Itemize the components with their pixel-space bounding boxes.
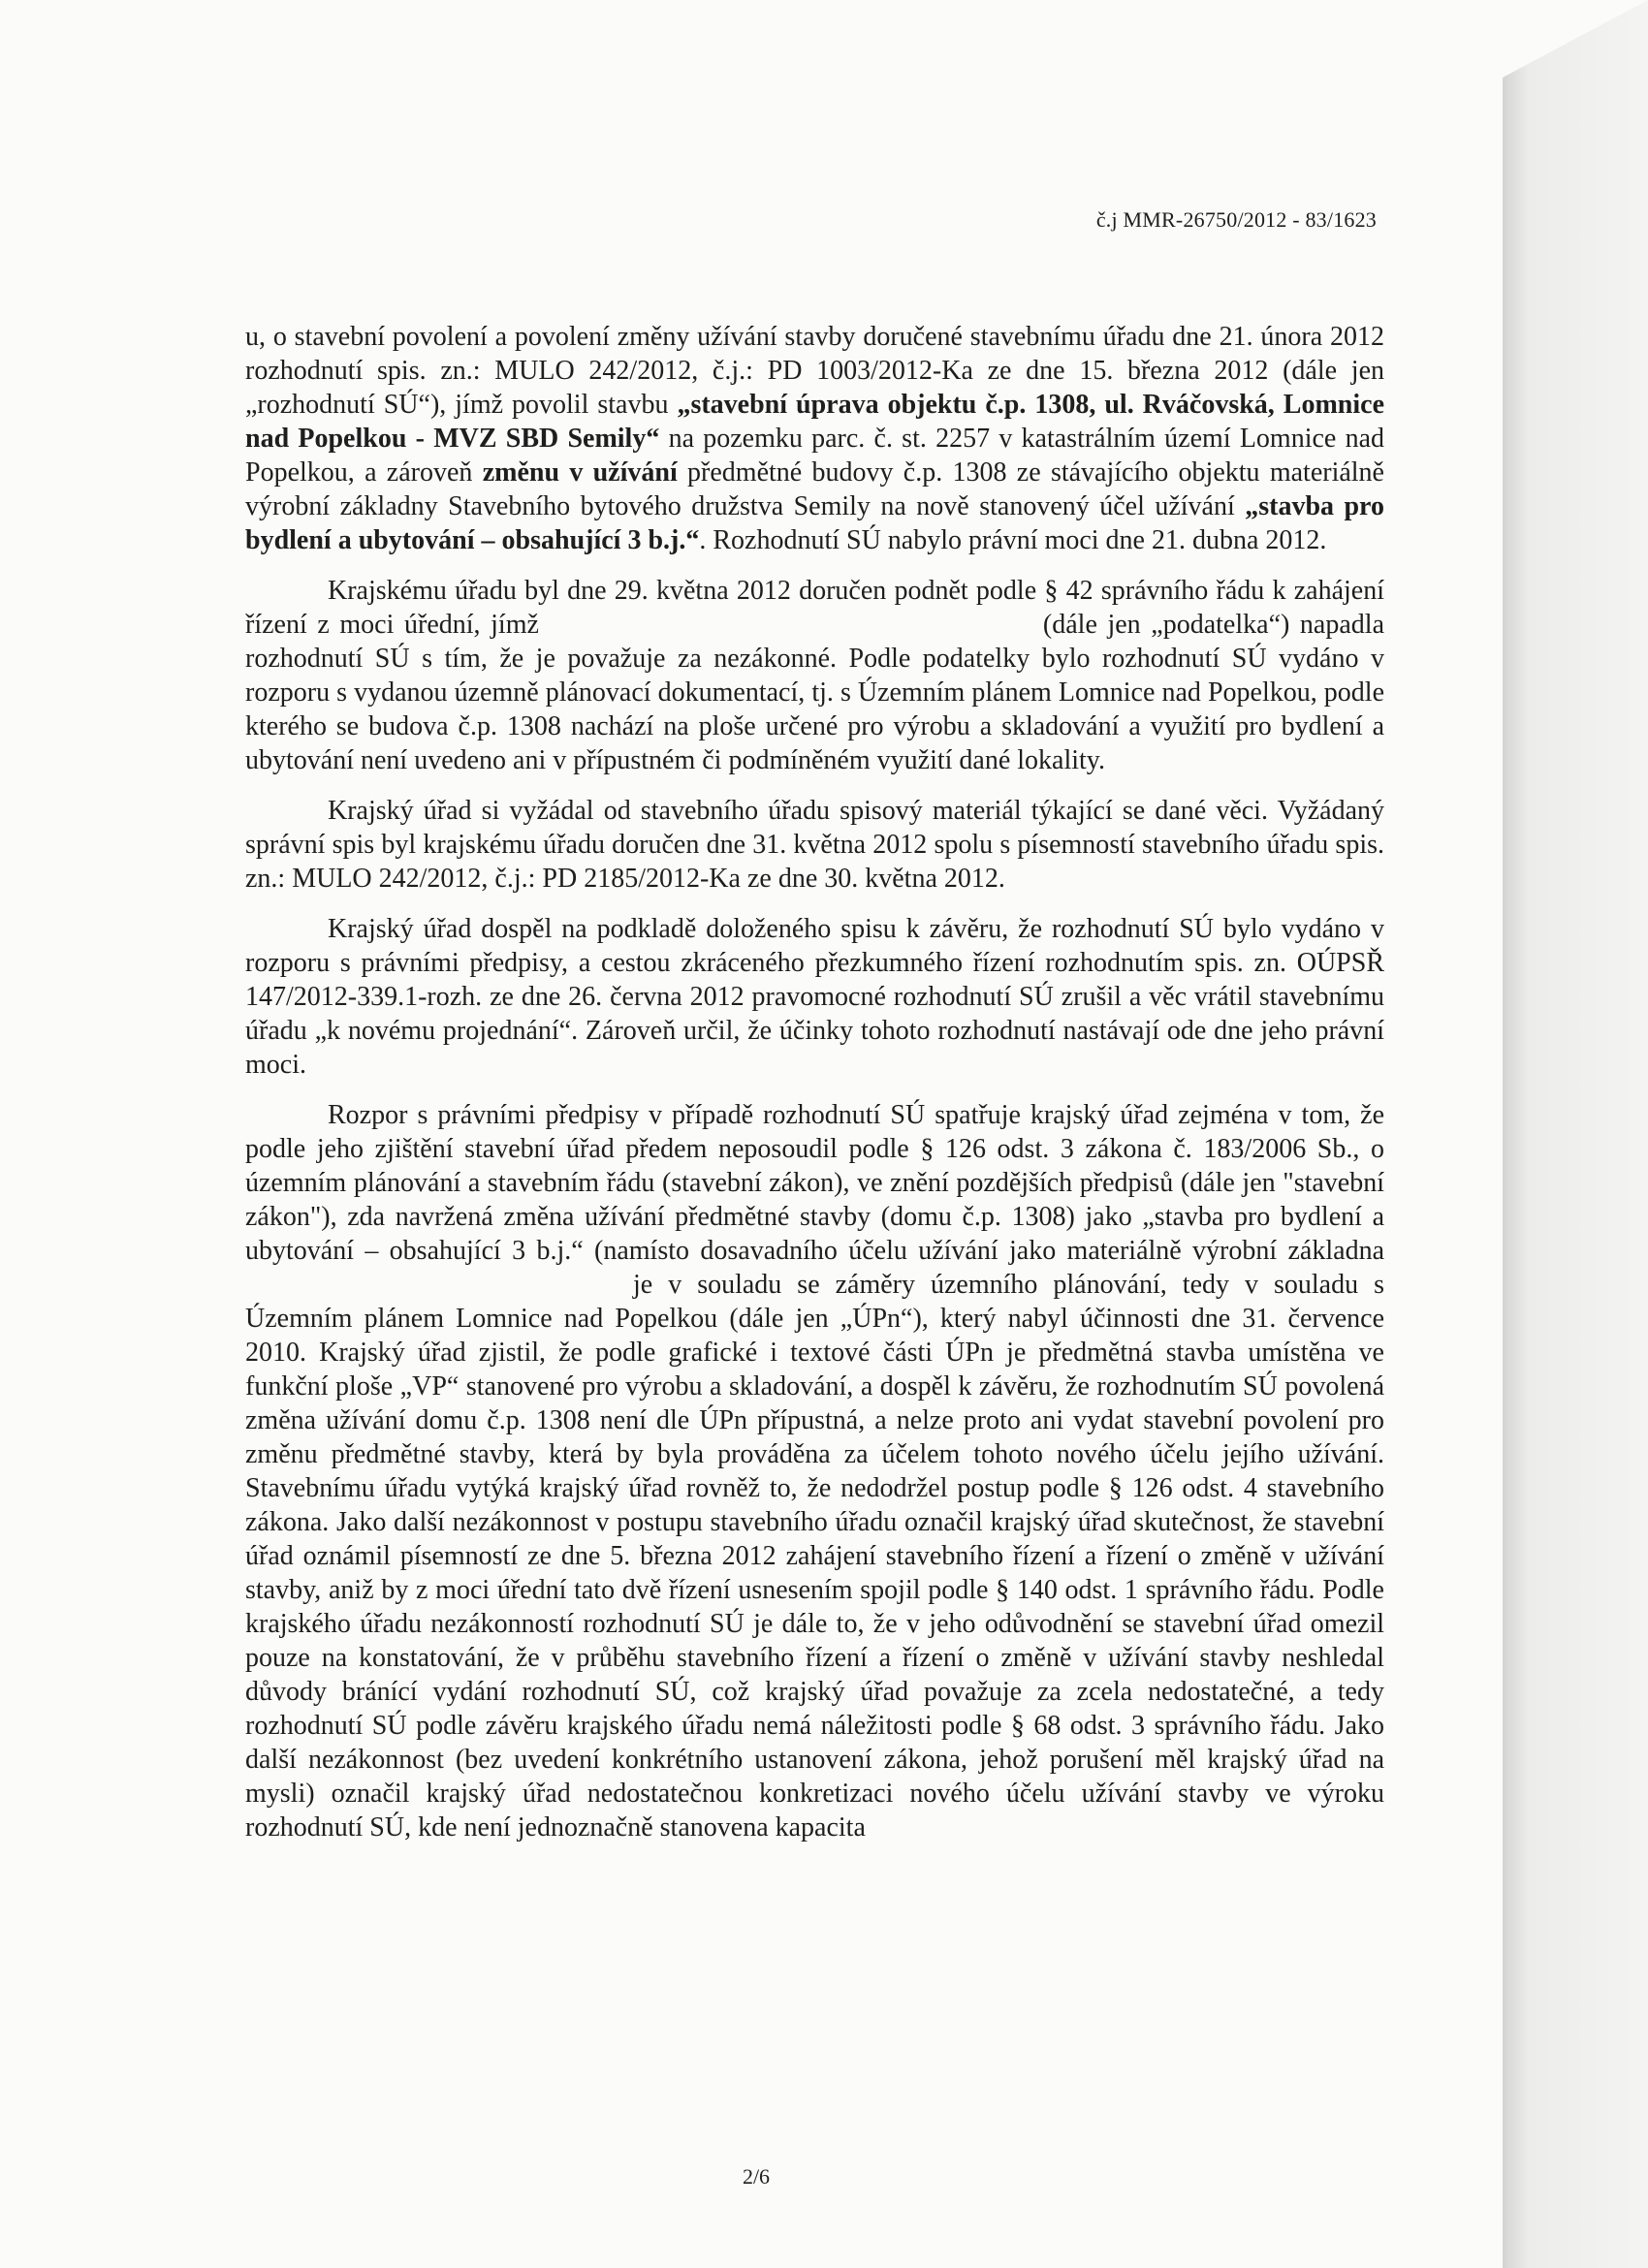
document-body [245, 320, 1384, 1861]
paragraph-4: Krajský úřad dospěl na podkladě doloženého spisu k závěru, že rozhodnutí SÚ bylo vydáno v rozporu s právními předpisy, a cestou zkráceného přezkumného řízení rozhodnutím spis. zn. OÚPSŘ 147/2012-339.1-rozh. ze dne 26. června 2012 pravomocné rozhodnutí SÚ zrušil a věc vrátil stavebnímu úřadu „k novému projednání“. Zároveň určil, že účinky tohoto rozhodnutí nastávají ode dne jeho právní moci. [245, 914, 1384, 1080]
p2-text-1: Krajskému úřadu byl dne 29. května 2012 doručen podnět podle § 42 správního řádu k zahájení řízení z moci úřední, jímž [245, 576, 1384, 640]
paragraph-1 [245, 320, 1384, 557]
page-number: 2/6 [742, 2164, 771, 2189]
paragraph-2 [245, 574, 1384, 777]
p1-text-1: u, o stavební povolení a povolení změny užívání stavby doručené stavebnímu úřadu dne 21. února 2012 rozhodnutí spis. zn.: MULO 242/2012, č.j.: PD 1003/2012-Ka ze dne 15. března 2012 (dále jen „rozhodnutí SÚ“), jímž povolil stavbu [245, 322, 1384, 420]
p1-bold-new-purpose: „stavba pro bydlení a ubytování – obsahující 3 b.j.“ [245, 491, 1384, 555]
folded-page-edge [1503, 0, 1648, 2268]
p1-text-4: . Rozhodnutí SÚ nabylo právní moci dne 21. dubna 2012. [699, 525, 1327, 555]
paragraph-3: Krajský úřad si vyžádal od stavebního úřadu spisový materiál týkající se dané věci. Vyžádaný správní spis byl krajskému úřadu doručen dne 31. května 2012 spolu s písemností stavebního úřadu spis. zn.: MULO 242/2012, č.j.: PD 2185/2012-Ka ze dne 30. května 2012. [245, 796, 1384, 894]
p1-text-2: na pozemku parc. č. st. 2257 v katastrálním území Lomnice nad Popelkou, a zároveň [245, 424, 1385, 488]
p5-text-2: je v souladu se záměry územního plánování, tedy v souladu s Územním plánem Lomnice nad Popelkou (dále jen „ÚPn“), který nabyl účinnosti dne 31. července 2010. Krajský úřad zjistil, že podle grafické i textové části ÚPn je předmětná stavba umístěna ve funkční ploše „VP“ stanovené pro výrobu a skladování, a dospěl k závěru, že rozhodnutím SÚ povolená změna užívání domu č.p. 1308 není dle ÚPn přípustná, a nelze proto ani vydat stavební povolení pro změnu předmětné stavby, která by byla prováděna za účelem tohoto nového účelu jejího užívání. Stavebnímu úřadu vytýká krajský úřad rovněž to, že nedodržel postup podle § 126 odst. 4 stavebního zákona. Jako další nezákonnost v postupu stavebního úřadu označil krajský úřad skutečnost, že stavební úřad oznámil písemností ze dne 5. března 2012 zahájení stavebního řízení a řízení o změně v užívání stavby, aniž by z moci úřední tato dvě řízení usnesením spojil podle § 140 odst. 1 správního řádu. Podle krajského úřadu nezákonností rozhodnutí SÚ je dále to, že v jeho odůvodnění se stavební úřad omezil pouze na konstatování, že v průběhu stavebního řízení a řízení o změně v užívání stavby neshledal důvody bránící vydání rozhodnutí SÚ, což krajský úřad považuje za zcela nedostatečné, a tedy rozhodnutí SÚ podle závěru krajského úřadu nemá náležitosti podle § 68 odst. 3 správního řádu. Jako další nezákonnost (bez uvedení konkrétního ustanovení zákona, jehož porušení měl krajský úřad na mysli) označil krajský úřad nedostatečnou konkretizaci nového účelu užívání stavby ve výroku rozhodnutí SÚ, kde není jednoznačně stanovena kapacita [245, 1270, 1384, 1843]
p5-text-1: Rozpor s právními předpisy v případě rozhodnutí SÚ spatřuje krajský úřad zejména v tom, že podle jeho zjištění stavební úřad předem neposoudil podle § 126 odst. 3 zákona č. 183/2006 Sb., o územním plánování a stavebním řádu (stavební zákon), ve znění pozdějších předpisů (dále jen "stavební zákon"), zda navržená změna užívání předmětné stavby (domu č.p. 1308) jako „stavba pro bydlení a ubytování – obsahující 3 b.j.“ (namísto dosavadního účelu užívání jako materiálně výrobní základna [245, 1100, 1384, 1266]
paragraph-5 [245, 1098, 1384, 1844]
p2-text-2: (dále jen „podatelka“) napadla rozhodnutí SÚ s tím, že je považuje za nezákonné. Podle podatelky bylo rozhodnutí SÚ vydáno v rozporu s vydanou územně plánovací dokumentací, tj. s Územním plánem Lomnice nad Popelkou, podle kterého se budova č.p. 1308 nachází na ploše určené pro výrobu a skladování a využití pro bydlení a ubytování není uvedeno ani v přípustném či podmíněném využití dané lokality. [245, 610, 1384, 775]
p1-bold-project-name: „stavební úprava objektu č.p. 1308, ul. Rváčovská, Lomnice nad Popelkou - MVZ SBD Semily“ [245, 390, 1384, 454]
p1-bold-change-of-use: změnu v užívání [482, 457, 678, 488]
reference-number: č.j MMR-26750/2012 - 83/1623 [1095, 207, 1377, 232]
p1-text-3: předmětné budovy č.p. 1308 ze stávajícího objektu materiálně výrobní základny Stavebního bytového družstva Semily na nově stanovený účel užívání [245, 457, 1384, 521]
